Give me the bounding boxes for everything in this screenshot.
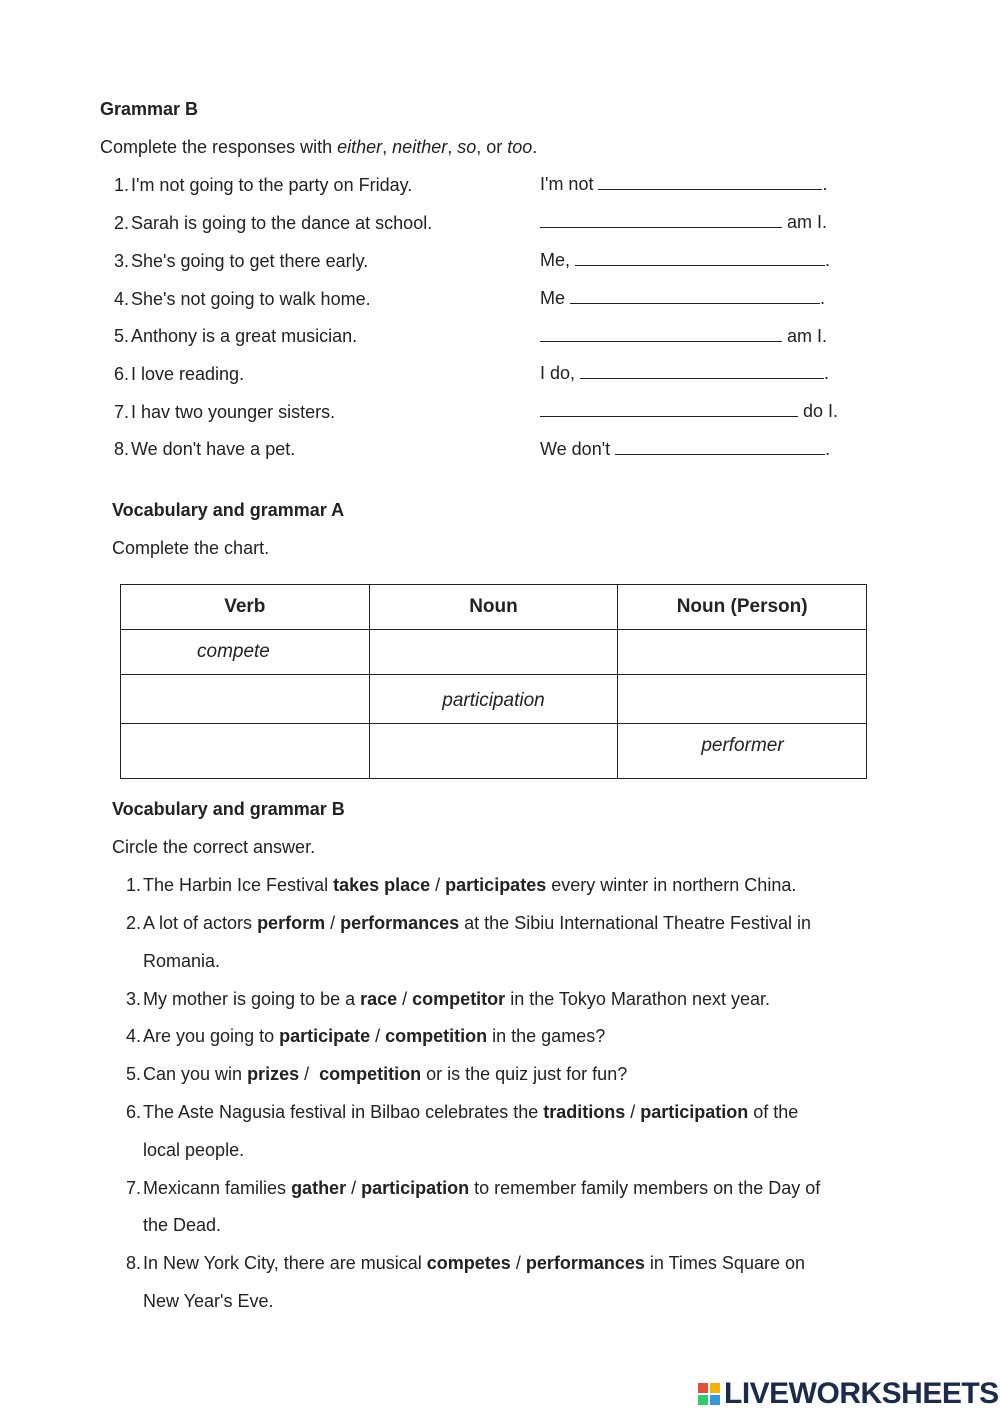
grammar-item-response: I do, . (540, 363, 830, 383)
option-1[interactable]: participate (279, 1026, 371, 1046)
option-2[interactable]: competition (385, 1026, 488, 1046)
option-2[interactable]: performances (525, 1253, 645, 1273)
grammar-item-response: am I. (540, 212, 827, 233)
vocab-b-instruction: Circle the correct answer. (112, 837, 316, 857)
grammar-item-number: 1. (113, 175, 129, 195)
option-1[interactable]: prizes (247, 1064, 300, 1084)
vocab-item-number: 6. (125, 1102, 141, 1122)
option-2[interactable]: competition (319, 1064, 422, 1084)
answer-blank[interactable] (575, 251, 825, 266)
grammar-item-number: 4. (113, 289, 129, 309)
logo-block (710, 1395, 720, 1405)
chart-cell-blank[interactable] (121, 724, 370, 779)
vocab-item-continuation: Romania. (143, 951, 221, 971)
vocab-item-line: Are you going to participate / competition in the games? (143, 1026, 606, 1046)
answer-blank[interactable] (598, 175, 822, 190)
option-1[interactable]: perform (257, 913, 326, 933)
chart-cell-blank[interactable] (121, 675, 370, 724)
grammar-item-prompt: Anthony is a great musician. (131, 326, 358, 346)
logo-block (710, 1383, 720, 1393)
vocab-item-number: 7. (125, 1178, 141, 1198)
grammar-item-prompt: She's not going to walk home. (131, 289, 371, 309)
chart-cell: compete (121, 630, 370, 675)
grammar-item-response: We don't . (540, 439, 831, 459)
grammar-b-instruction: Complete the responses with either, neither, so, or too. (100, 137, 538, 157)
chart-cell: performer (618, 724, 867, 779)
vocab-item-number: 1. (125, 875, 141, 895)
vocab-item-number: 2. (125, 913, 141, 933)
vocab-item-line: Mexicann families gather / participation to remember family members on the Day of (143, 1178, 821, 1198)
vocab-item-line: The Harbin Ice Festival takes place / participates every winter in northern China. (143, 875, 797, 895)
grammar-item-response: I'm not . (540, 174, 828, 194)
chart-row (121, 724, 867, 779)
logo-block (698, 1395, 708, 1405)
option-2[interactable]: participation (640, 1102, 749, 1122)
option-2[interactable]: performances (340, 913, 460, 933)
logo-block (698, 1383, 708, 1393)
grammar-item-number: 2. (113, 213, 129, 233)
grammar-item-number: 3. (113, 251, 129, 271)
grammar-item-response: Me, . (540, 250, 831, 270)
grammar-item-response: Me . (540, 288, 826, 308)
option-2[interactable]: competitor (412, 989, 506, 1009)
chart-cell-blank[interactable] (369, 724, 618, 779)
grammar-item-number: 8. (113, 439, 129, 459)
option-1[interactable]: takes place (333, 875, 431, 895)
vocab-item-number: 3. (125, 989, 141, 1009)
grammar-item-prompt: We don't have a pet. (131, 439, 296, 459)
grammar-item-response: am I. (540, 326, 827, 347)
vocab-item-line: A lot of actors perform / performances at the Sibiu International Theatre Festival in (143, 913, 812, 933)
word-chart (120, 584, 867, 779)
vocab-b-title: Vocabulary and grammar B (112, 799, 345, 819)
vocab-a-title: Vocabulary and grammar A (112, 500, 345, 520)
chart-cell-blank[interactable] (618, 630, 867, 675)
option-2[interactable]: participates (445, 875, 547, 895)
grammar-item-prompt: I love reading. (131, 364, 245, 384)
chart-row (121, 675, 867, 724)
chart-header-person: Noun (Person) (618, 585, 867, 630)
vocab-item-line: In New York City, there are musical competes / performances in Times Square on (143, 1253, 805, 1273)
answer-blank[interactable] (540, 213, 782, 228)
vocab-item-line: The Aste Nagusia festival in Bilbao celebrates the traditions / participation of the (143, 1102, 799, 1122)
vocab-item-continuation: New Year's Eve. (143, 1291, 274, 1311)
answer-blank[interactable] (540, 327, 782, 342)
logo-blocks-icon (698, 1383, 720, 1405)
vocab-item-continuation: the Dead. (143, 1215, 222, 1235)
option-1[interactable]: traditions (543, 1102, 626, 1122)
answer-blank[interactable] (540, 402, 798, 417)
grammar-item-prompt: I'm not going to the party on Friday. (131, 175, 413, 195)
option-1[interactable]: gather (291, 1178, 347, 1198)
grammar-item-number: 5. (113, 326, 129, 346)
grammar-item-response: do I. (540, 401, 838, 422)
answer-blank[interactable] (615, 440, 825, 455)
vocab-item-number: 4. (125, 1026, 141, 1046)
grammar-item-number: 7. (113, 402, 129, 422)
chart-header-row (121, 585, 867, 630)
answer-blank[interactable] (570, 289, 820, 304)
vocab-item-line: Can you win prizes / competition or is the quiz just for fun? (143, 1064, 628, 1084)
liveworksheets-logo (698, 1374, 999, 1414)
grammar-item-prompt: She's going to get there early. (131, 251, 369, 271)
vocab-a-instruction: Complete the chart. (112, 538, 270, 558)
chart-header-noun: Noun (369, 585, 618, 630)
answer-blank[interactable] (580, 364, 824, 379)
chart-cell-blank[interactable] (369, 630, 618, 675)
grammar-item-prompt: Sarah is going to the dance at school. (131, 213, 433, 233)
grammar-item-prompt: I hav two younger sisters. (131, 402, 336, 422)
option-1[interactable]: competes (426, 1253, 511, 1273)
grammar-item-number: 6. (113, 364, 129, 384)
chart-header-verb: Verb (121, 585, 370, 630)
chart-row (121, 630, 867, 675)
vocab-item-number: 8. (125, 1253, 141, 1273)
vocab-item-number: 5. (125, 1064, 141, 1084)
vocab-item-continuation: local people. (143, 1140, 245, 1160)
option-2[interactable]: participation (361, 1178, 470, 1198)
logo-text: LIVEWORKSHEETS (724, 1377, 999, 1410)
option-1[interactable]: race (360, 989, 398, 1009)
chart-cell: participation (369, 675, 618, 724)
vocab-item-line: My mother is going to be a race / competitor in the Tokyo Marathon next year. (143, 989, 771, 1009)
chart-cell-blank[interactable] (618, 675, 867, 724)
grammar-b-title: Grammar B (100, 99, 199, 119)
